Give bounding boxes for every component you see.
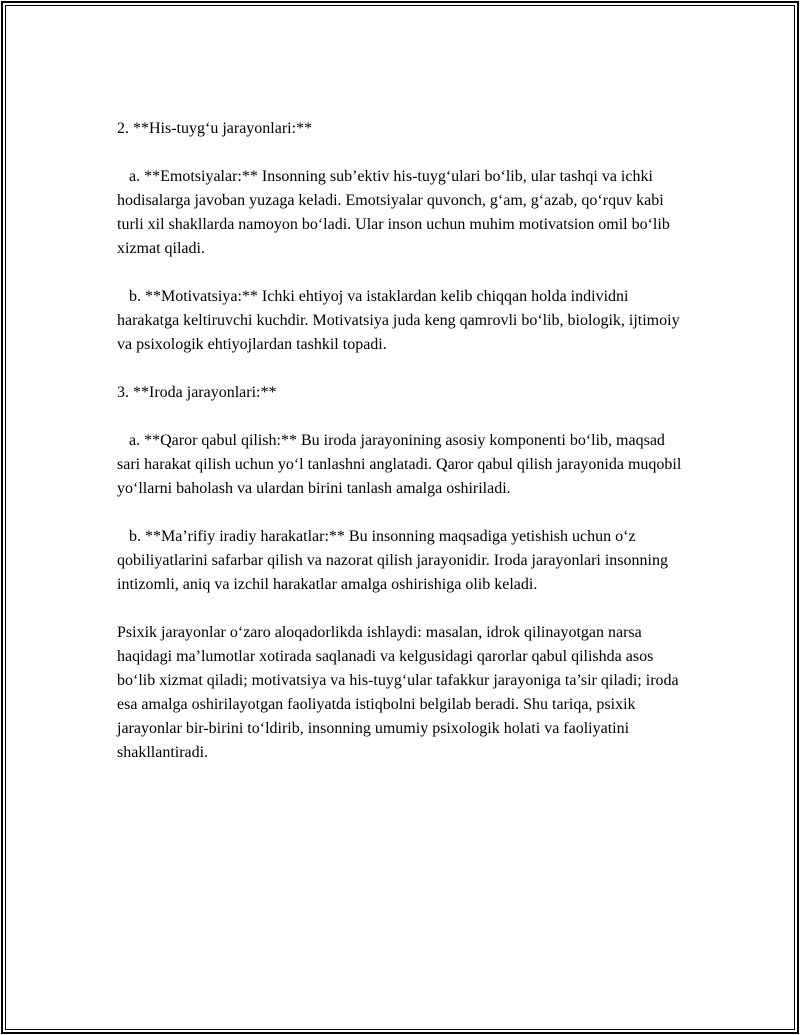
heading-emotional-processes: 2. **His-tuyg‘u jarayonlari:** (117, 120, 313, 137)
paragraph-conclusion: Psixik jarayonlar o‘zaro aloqadorlikda ishlaydi: masalan, idrok qilinayotgan narsa haqidagi ma’lumotlar xotirada saqlanadi va kelgusidagi qarorlar qabul qilishda asos bo‘lib xizmat qiladi; motivatsiya va his-tuyg‘ular tafakkur jarayoniga ta’sir qiladi; iroda esa amalga oshirilayotgan faoliyatda istiqbolni belgilab beradi. Shu tariqa, psixik jarayonlar bir-birini to‘ldirib, insonning umumiy psixologik holati va faoliyatini shakllantiradi. (117, 624, 683, 761)
document-body (117, 117, 686, 765)
heading-will-processes: 3. **Iroda jarayonlari:** (117, 384, 277, 401)
paragraph-volitional-actions: b. **Ma’rifiy iradiy harakatlar:** Bu insonning maqsadiga yetishish uchun o‘z qobiliyatlarini safarbar qilish va nazorat qilish jarayonidir. Iroda jarayonlari insonning intizomli, aniq va izchil harakatlar amalga oshirishiga olib keladi. (117, 528, 672, 593)
paragraph-motivation: b. **Motivatsiya:** Ichki ehtiyoj va istaklardan kelib chiqqan holda individni harakatga keltiruvchi kuchdir. Motivatsiya juda keng qamrovli bo‘lib, biologik, ijtimoiy va psixologik ehtiyojlardan tashkil topadi. (117, 288, 684, 353)
paragraph-decision-making: a. **Qaror qabul qilish:** Bu iroda jarayonining asosiy komponenti bo‘lib, maqsad sari harakat qilish uchun yo‘l tanlashni anglatadi. Qaror qabul qilish jarayonida muqobil yo‘llarni baholash va ulardan birini tanlash amalga oshiriladi. (117, 432, 686, 497)
paragraph-emotions: a. **Emotsiyalar:** Insonning sub’ektiv his-tuyg‘ulari bo‘lib, ular tashqi va ichki hodisalarga javoban yuzaga keladi. Emotsiyalar quvonch, g‘am, g‘azab, qo‘rquv kabi turli xil shakllarda namoyon bo‘ladi. Ular inson uchun muhim motivatsion omil bo‘lib xizmat qiladi. (117, 168, 674, 257)
